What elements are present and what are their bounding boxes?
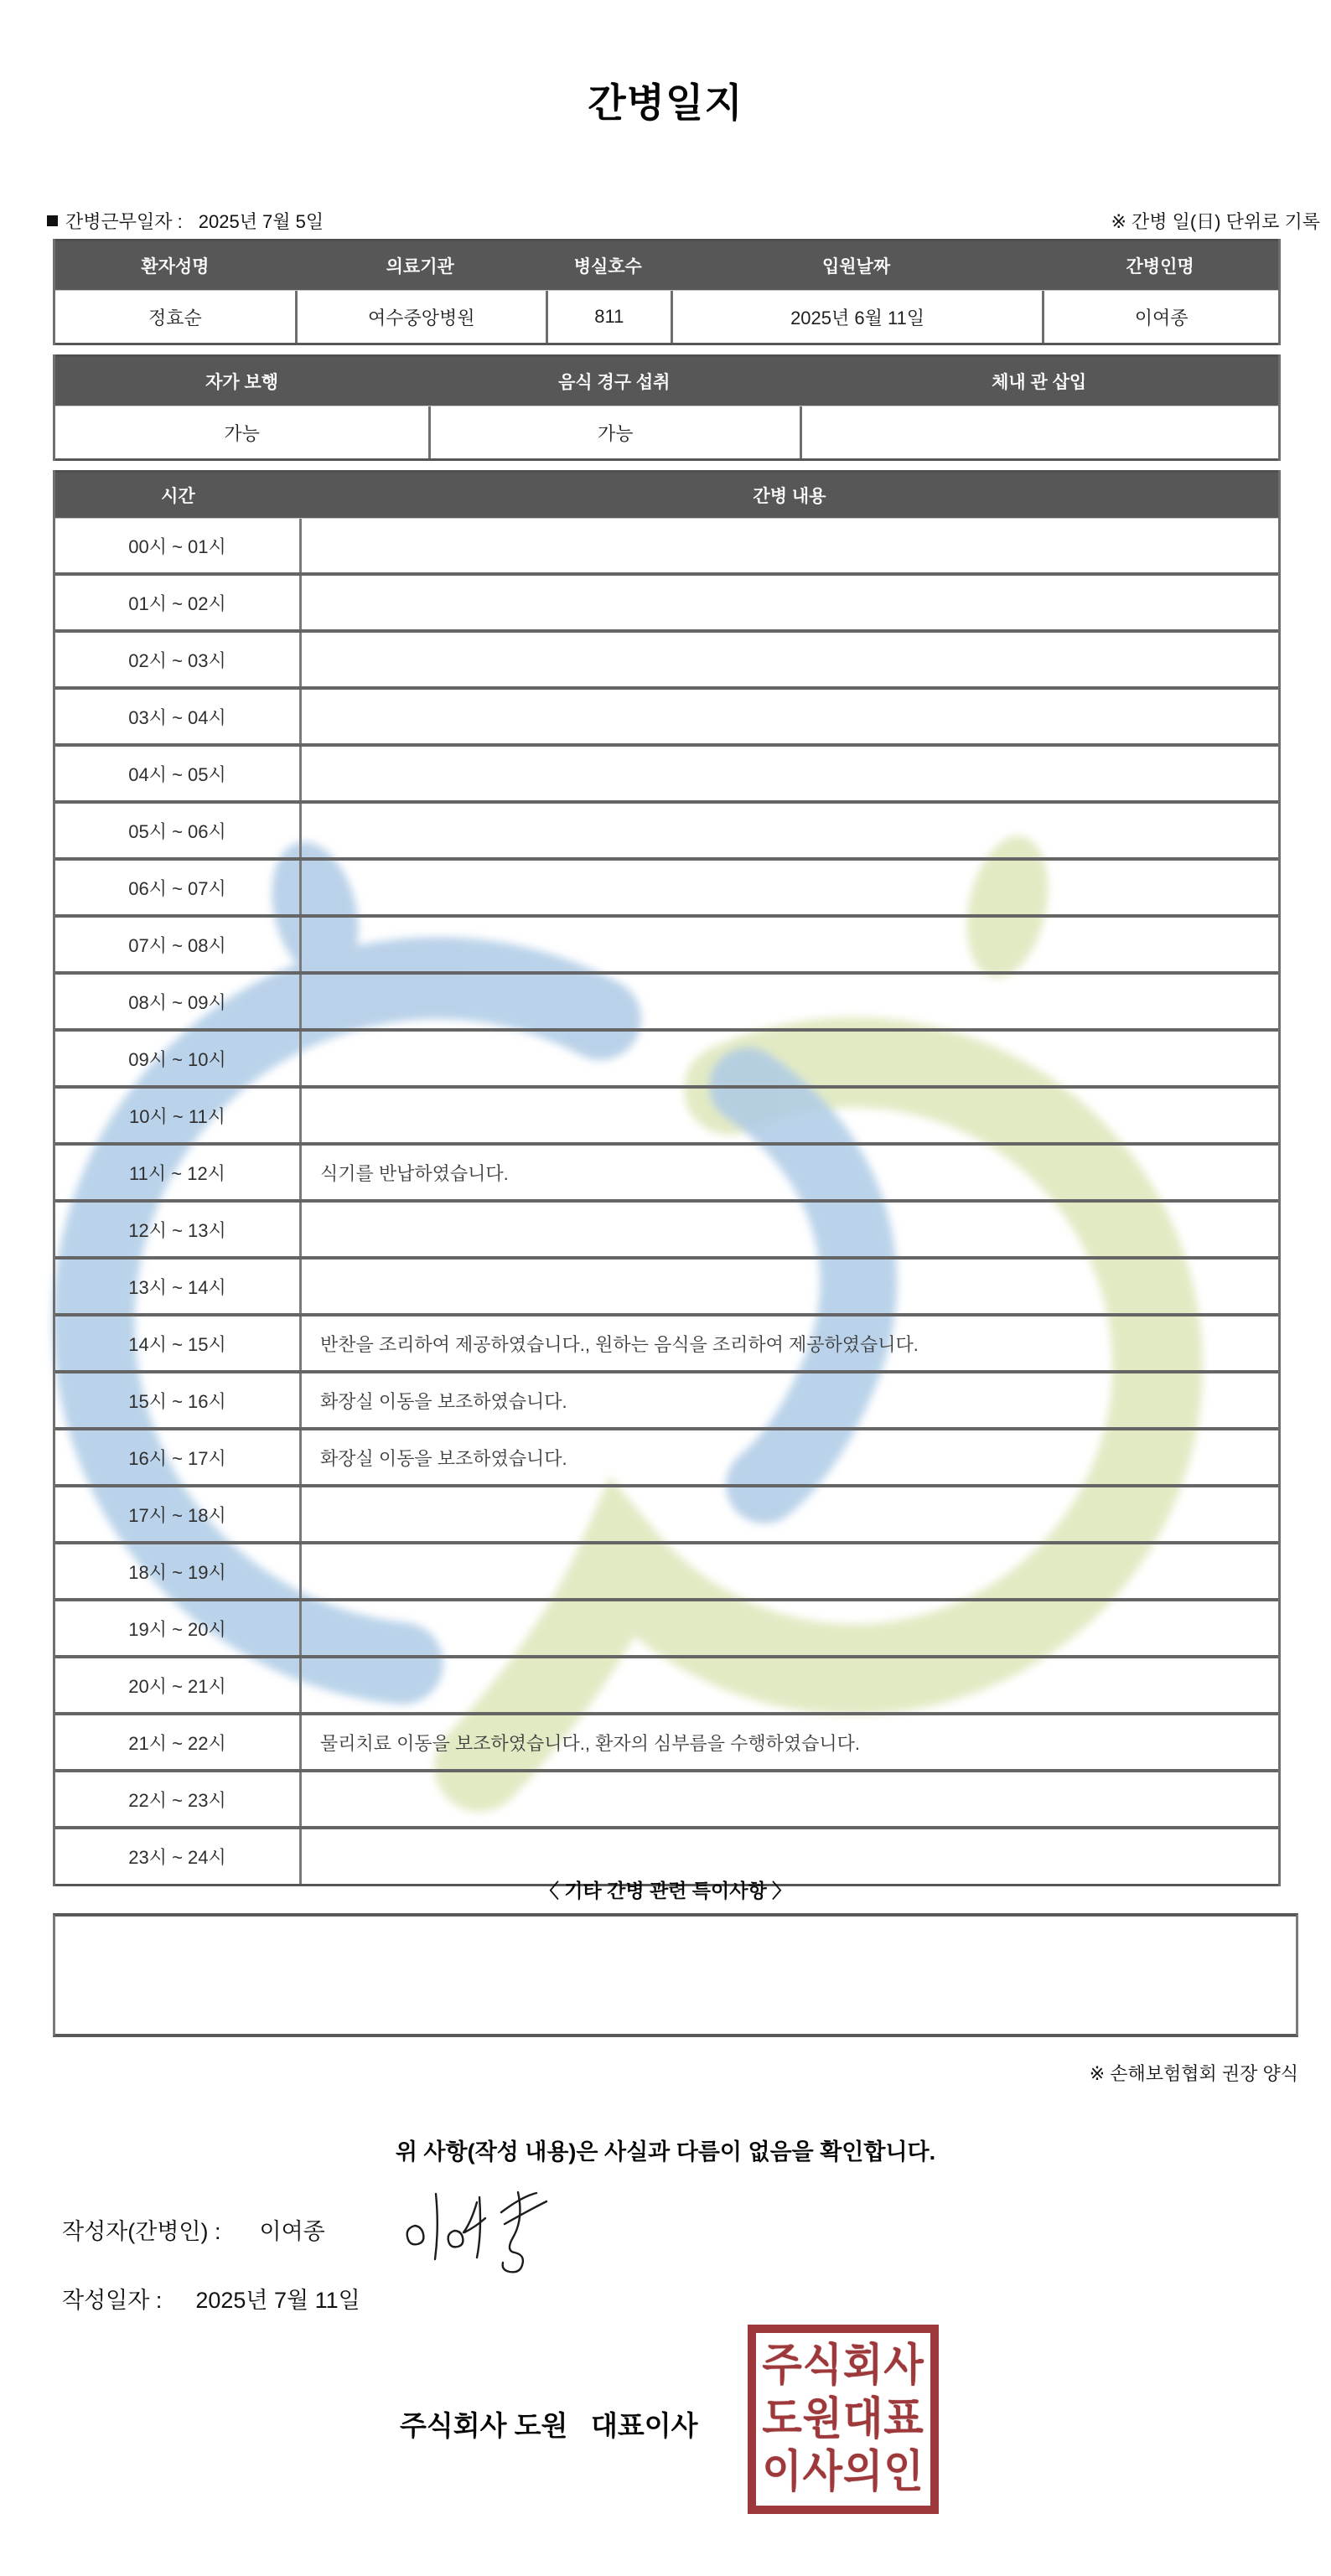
status-table-header-row — [55, 354, 1278, 406]
oral-intake-value: 가능 — [428, 406, 800, 458]
unit-note: ※ 간병 일(日) 단위로 기록 — [1111, 211, 1320, 232]
care-content-cell — [302, 1089, 1278, 1142]
care-content-cell — [302, 1544, 1278, 1598]
care-log-row — [55, 747, 1278, 804]
time-slot-cell: 08시 ~ 09시 — [55, 975, 302, 1028]
care-content-cell: 물리치료 이동을 보조하였습니다., 환자의 심부름을 수행하였습니다. — [320, 1732, 860, 1754]
time-slot-cell: 19시 ~ 20시 — [55, 1601, 302, 1655]
care-content-cell — [302, 918, 1278, 971]
care-log-row — [55, 1203, 1278, 1260]
page-title: 간병일지 — [588, 80, 743, 125]
written-date-value: 2025년 7월 11일 — [195, 2288, 360, 2313]
header-cell-caregiver-name: 간병인명 — [1126, 257, 1194, 277]
handwritten-signature — [392, 2182, 568, 2274]
care-log-row — [55, 1260, 1278, 1316]
care-content-cell — [302, 747, 1278, 800]
care-log-row — [55, 690, 1278, 747]
patient-status-table — [53, 354, 1281, 461]
care-content-cell — [302, 1487, 1278, 1541]
written-date-line — [62, 2282, 360, 2315]
care-log-row — [55, 861, 1278, 918]
special-notes-title: 〈 기타 간병 관련 특이사항 〉 — [539, 1880, 792, 1901]
time-slot-cell: 16시 ~ 17시 — [55, 1430, 302, 1484]
header-cell-room-number: 병실호수 — [573, 257, 642, 277]
patient-name-value: 정효순 — [148, 307, 202, 328]
care-content-cell — [302, 1772, 1278, 1826]
care-content-cell — [302, 633, 1278, 686]
care-log-row — [55, 633, 1278, 690]
care-content-cell: 식기를 반납하였습니다. — [320, 1162, 509, 1184]
black-square-bullet — [47, 215, 58, 226]
care-log-row — [55, 1601, 1278, 1658]
time-slot-cell: 00시 ~ 01시 — [55, 519, 302, 572]
time-slot-cell: 17시 ~ 18시 — [55, 1487, 302, 1541]
time-slot-cell: 02시 ~ 03시 — [55, 633, 302, 686]
time-slot-cell: 06시 ~ 07시 — [55, 861, 302, 914]
header-cell-internal-tube: 체내 관 삽입 — [992, 373, 1087, 392]
care-content-cell — [302, 804, 1278, 857]
patient-table-header-row — [55, 239, 1278, 291]
care-log-table — [53, 470, 1281, 1886]
writer-label: 작성자(간병인) : — [62, 2219, 221, 2244]
care-content-cell — [302, 690, 1278, 743]
work-date-value: 2025년 7월 5일 — [198, 211, 324, 232]
self-walking-value: 가능 — [224, 422, 260, 444]
time-slot-cell: 03시 ~ 04시 — [55, 690, 302, 743]
time-slot-cell: 05시 ~ 06시 — [55, 804, 302, 857]
care-log-row — [55, 918, 1278, 975]
time-slot-cell: 10시 ~ 11시 — [55, 1089, 302, 1142]
care-log-row — [55, 1146, 1278, 1203]
work-date-label: 간병근무일자 : — [65, 211, 183, 232]
care-content-cell — [302, 576, 1278, 629]
care-content-cell — [302, 1032, 1278, 1085]
care-log-row — [55, 1658, 1278, 1715]
time-slot-cell: 13시 ~ 14시 — [55, 1260, 302, 1313]
time-slot-cell: 04시 ~ 05시 — [55, 747, 302, 800]
admission-date-value: 2025년 6월 11일 — [671, 291, 1042, 343]
care-log-row — [55, 1487, 1278, 1544]
stamp-text-row: 도원대표 — [762, 2394, 924, 2444]
time-slot-cell: 09시 ~ 10시 — [55, 1032, 302, 1085]
corporate-seal-stamp — [748, 2325, 939, 2514]
time-slot-cell: 18시 ~ 19시 — [55, 1544, 302, 1598]
care-log-rows — [55, 519, 1278, 1886]
writer-line — [62, 2213, 325, 2246]
header-cell-oral-intake: 음식 경구 섭취 — [558, 373, 671, 392]
header-cell-admission-date: 입원날짜 — [821, 257, 891, 277]
header-cell-care-content: 간병 내용 — [753, 487, 826, 506]
care-log-header-row — [55, 470, 1278, 519]
internal-tube-value — [800, 406, 1278, 458]
care-content-cell: 화장실 이동을 보조하였습니다. — [320, 1390, 567, 1412]
care-content-cell — [302, 519, 1278, 572]
care-log-row — [55, 1032, 1278, 1089]
time-slot-cell: 01시 ~ 02시 — [55, 576, 302, 629]
time-slot-cell: 20시 ~ 21시 — [55, 1658, 302, 1712]
care-log-row — [55, 804, 1278, 861]
patient-info-table — [53, 239, 1281, 345]
care-content-cell — [302, 1203, 1278, 1256]
header-cell-self-walking: 자가 보행 — [205, 373, 279, 392]
care-content-cell: 반찬을 조리하여 제공하였습니다., 원하는 음식을 조리하여 제공하였습니다. — [320, 1333, 919, 1355]
written-date-label: 작성일자 : — [62, 2288, 163, 2313]
care-content-cell — [302, 975, 1278, 1028]
recommended-form-note: ※ 손해보험협회 권장 양식 — [1089, 2063, 1298, 2084]
patient-table-value-row — [55, 291, 1278, 345]
care-content-cell — [302, 1260, 1278, 1313]
care-content-cell — [302, 1658, 1278, 1712]
time-slot-cell: 22시 ~ 23시 — [55, 1772, 302, 1826]
caregiver-name-value: 이여종 — [1042, 291, 1278, 343]
status-table-value-row — [55, 406, 1278, 461]
care-content-cell: 화장실 이동을 보조하였습니다. — [320, 1447, 567, 1469]
care-log-row — [55, 1316, 1278, 1373]
time-slot-cell: 15시 ~ 16시 — [55, 1373, 302, 1427]
writer-name: 이여종 — [259, 2219, 325, 2244]
care-log-row — [55, 975, 1278, 1032]
time-slot-cell: 21시 ~ 22시 — [55, 1715, 302, 1769]
care-log-row — [55, 576, 1278, 633]
stamp-text-row: 주식회사 — [762, 2341, 924, 2390]
care-content-cell — [302, 861, 1278, 914]
confirmation-statement: 위 사항(작성 내용)은 사실과 다름이 없음을 확인합니다. — [395, 2139, 936, 2165]
company-name-line: 주식회사 도원 대표이사 — [400, 2410, 698, 2441]
time-slot-cell: 14시 ~ 15시 — [55, 1316, 302, 1370]
care-log-row — [55, 1089, 1278, 1146]
care-log-row — [55, 519, 1278, 576]
header-cell-time: 시간 — [161, 487, 195, 506]
care-log-row — [55, 1715, 1278, 1772]
time-slot-cell: 12시 ~ 13시 — [55, 1203, 302, 1256]
time-slot-cell: 23시 ~ 24시 — [55, 1829, 302, 1884]
work-date-line — [47, 208, 324, 234]
header-cell-medical-institution: 의료기관 — [386, 257, 454, 277]
header-cell-patient-name: 환자성명 — [141, 257, 210, 277]
time-slot-cell: 07시 ~ 08시 — [55, 918, 302, 971]
care-log-row — [55, 1430, 1278, 1487]
care-log-row — [55, 1544, 1278, 1601]
time-slot-cell: 11시 ~ 12시 — [55, 1146, 302, 1199]
room-number-value: 811 — [546, 291, 671, 343]
special-notes-box — [53, 1913, 1298, 2037]
care-content-cell — [302, 1601, 1278, 1655]
care-log-row — [55, 1373, 1278, 1430]
stamp-text-row: 이사의인 — [762, 2448, 924, 2497]
care-log-row — [55, 1772, 1278, 1829]
medical-institution-value: 여수중앙병원 — [295, 291, 546, 343]
